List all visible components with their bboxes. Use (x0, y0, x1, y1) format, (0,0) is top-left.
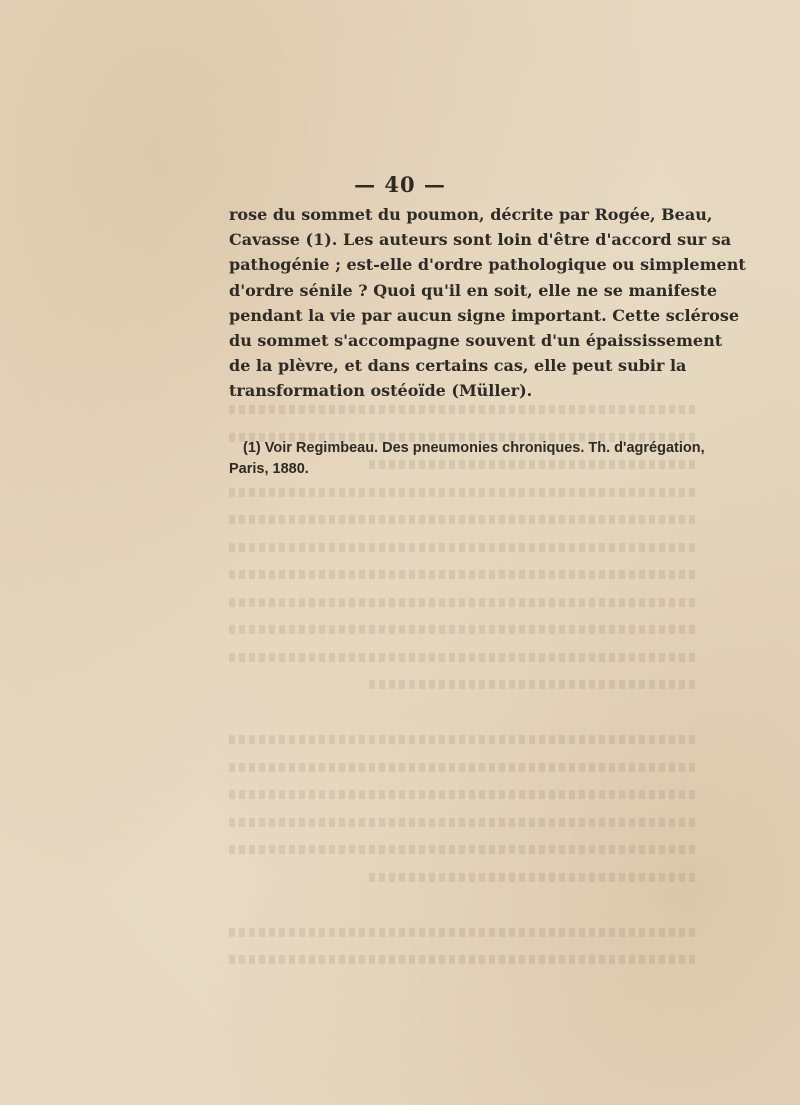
footnote (229, 438, 705, 480)
footnote-line: Paris, 1880. (229, 461, 309, 477)
bleed-through-text (225, 395, 705, 975)
body-line: d'ordre sénile ? Quoi qu'il en soit, elle ne se manifeste (229, 280, 718, 300)
body-line: pathogénie ; est-elle d'ordre pathologique ou simplement (229, 255, 746, 275)
body-line: du sommet s'accompagne souvent d'un épaississement (229, 331, 723, 351)
body-line: pendant la vie par aucun signe important. Cette sclérose (229, 305, 740, 325)
body-line: rose du sommet du poumon, décrite par Rogée, Beau, (229, 205, 713, 224)
body-line: de la plèvre, et dans certains cas, elle peut subir la (229, 356, 687, 376)
page-number: — 40 — (354, 172, 446, 197)
body-line: transformation ostéoïde (Müller). (229, 381, 533, 401)
body-line: Cavasse (1). Les auteurs sont loin d'être d'accord sur sa (229, 230, 732, 250)
footnote-line: (1) Voir Regimbeau. Des pneumonies chroniques. Th. d'agrégation, (243, 440, 705, 456)
body-paragraph (229, 202, 746, 404)
